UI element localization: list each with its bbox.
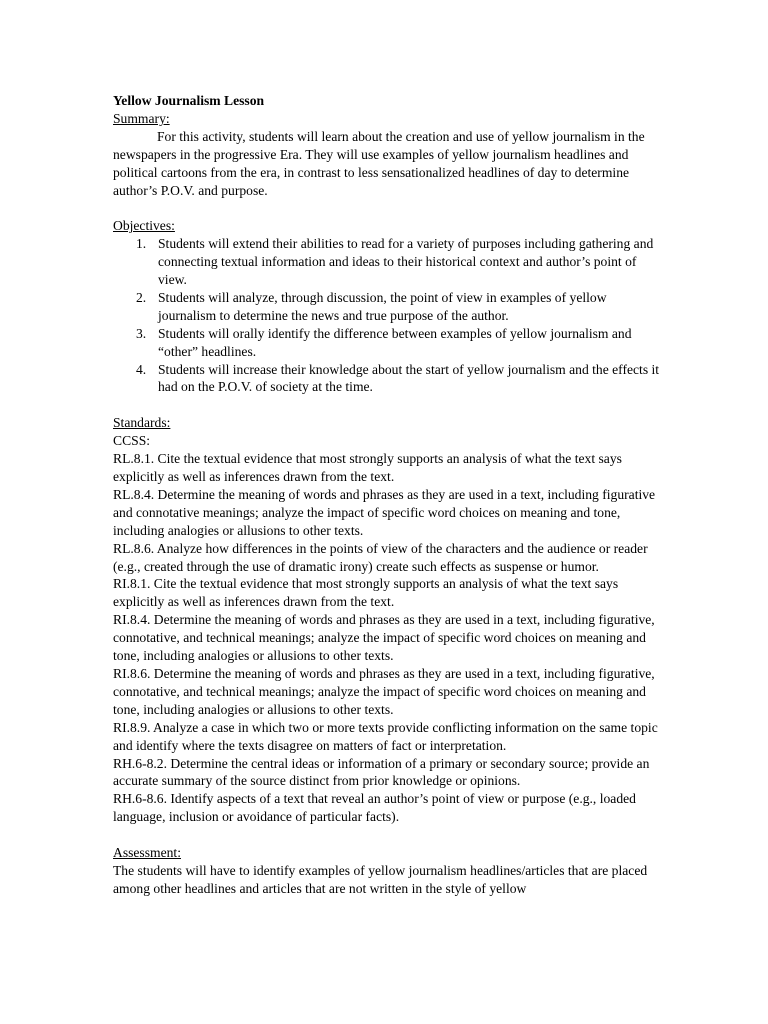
standard-item: RL.8.4. Determine the meaning of words and phrases as they are used in a text, including figurative and connotative meanings; analyze the impact of specific word choices on meaning and tone, including analogies or allusions to other texts. xyxy=(113,486,656,538)
objective-number: 4. xyxy=(136,361,147,377)
objective-item xyxy=(113,361,661,397)
objective-text: Students will analyze, through discussion, the point of view in examples of yellow journalism to determine the news and true purpose of the author. xyxy=(158,289,607,323)
standard-item: RI.8.6. Determine the meaning of words and phrases as they are used in a text, including figurative, connotative, and technical meanings; analyze the impact of specific word choices on meaning and tone, including analogies or allusions to other texts. xyxy=(113,665,655,717)
spacer xyxy=(113,826,661,844)
summary-heading: Summary: xyxy=(113,110,170,126)
document-body xyxy=(113,92,661,898)
summary-text: For this activity, students will learn about the creation and use of yellow journalism in the newspapers in the progressive Era. They will use examples of yellow journalism headlines and political cartoons from the era, in contrast to less sensationalized headlines of day to determine author’s P.O.V. and purpose. xyxy=(113,128,645,198)
assessment-text: The students will have to identify examples of yellow journalism headlines/articles that are placed among other headlines and articles that are not written in the style of yellow xyxy=(113,862,648,896)
objective-number: 1. xyxy=(136,236,147,252)
standard-item: RI.8.9. Analyze a case in which two or more texts provide conflicting information on the same topic and identify where the texts disagree on matters of fact or interpretation. xyxy=(113,719,658,753)
standard-item: RH.6-8.6. Identify aspects of a text that reveal an author’s point of view or purpose (e.g., loaded language, inclusion or avoidance of particular facts). xyxy=(113,791,636,825)
objective-text: Students will extend their abilities to read for a variety of purposes including gathering and connecting textual information and ideas to their historical context and author’s point of view. xyxy=(158,236,654,288)
objective-text: Students will increase their knowledge about the start of yellow journalism and the effects it had on the P.O.V. of society at the time. xyxy=(158,361,660,395)
spacer xyxy=(113,199,661,217)
objective-number: 2. xyxy=(136,289,147,305)
standards-heading: Standards: xyxy=(113,415,171,431)
standard-item: RH.6-8.2. Determine the central ideas or information of a primary or secondary source; provide an accurate summary of the source distinct from prior knowledge or opinions. xyxy=(113,755,650,789)
document-title: Yellow Journalism Lesson xyxy=(113,93,265,108)
standard-item: RL.8.1. Cite the textual evidence that most strongly supports an analysis of what the text says explicitly as well as inferences drawn from the text. xyxy=(113,451,622,484)
standards-subheading: CCSS: xyxy=(113,433,151,449)
standard-item: RI.8.1. Cite the textual evidence that most strongly supports an analysis of what the text says explicitly as well as inferences drawn from the text. xyxy=(113,576,619,610)
objective-text: Students will orally identify the difference between examples of yellow journalism and “other” headlines. xyxy=(158,325,632,359)
objective-item xyxy=(113,325,661,361)
objective-item xyxy=(113,235,661,289)
assessment-heading: Assessment: xyxy=(113,845,181,861)
spacer xyxy=(113,396,661,414)
objective-number: 3. xyxy=(136,325,147,341)
objective-item xyxy=(113,289,661,325)
standard-item: RL.8.6. Analyze how differences in the points of view of the characters and the audience or reader (e.g., created through the use of dramatic irony) create such effects as suspense or humor. xyxy=(113,540,648,574)
objectives-heading: Objectives: xyxy=(113,218,175,234)
objectives-list xyxy=(113,235,661,396)
standard-item: RI.8.4. Determine the meaning of words and phrases as they are used in a text, including figurative, connotative, and technical meanings; analyze the impact of specific word choices on meaning and tone, including analogies or allusions to other texts. xyxy=(113,612,655,664)
